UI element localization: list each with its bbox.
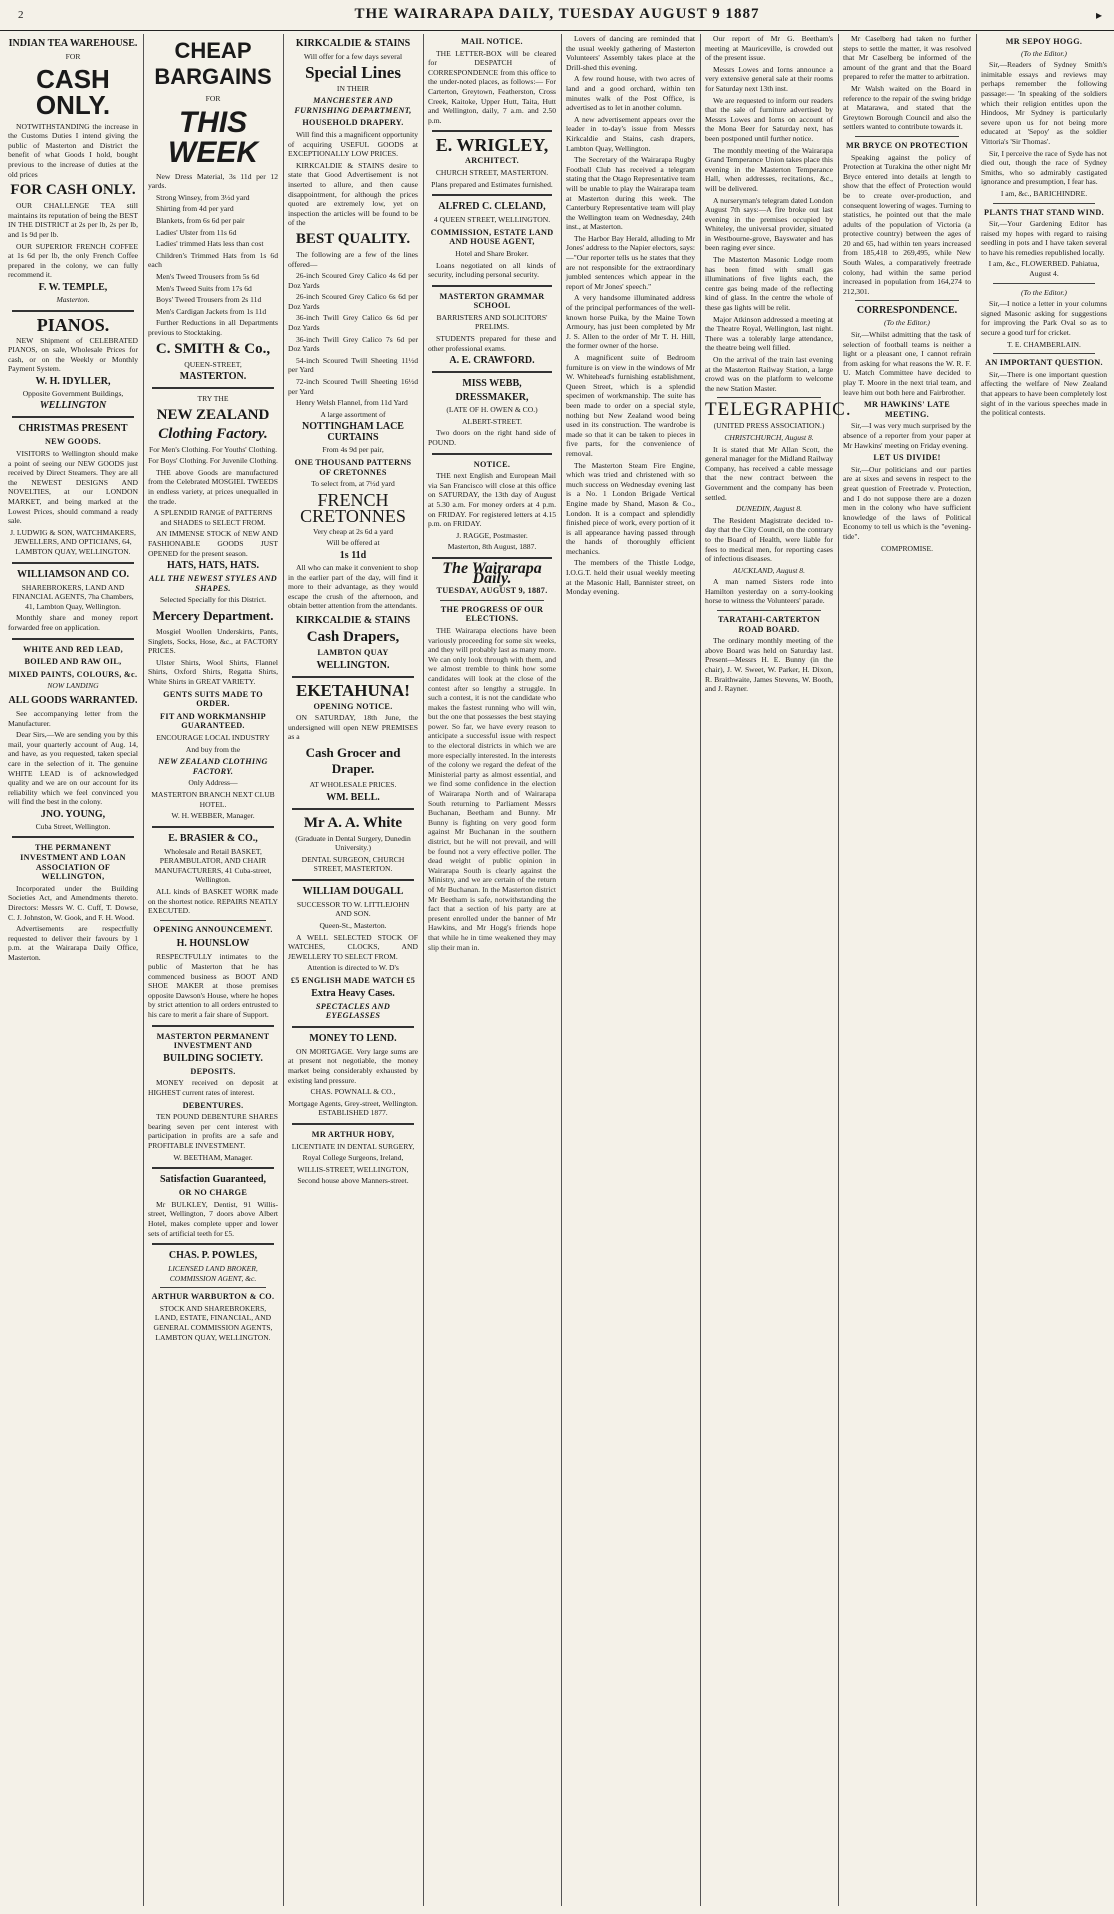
ad-heading: KIRKCALDIE & STAINS xyxy=(295,614,411,626)
ad-body: LICENSED LAND BROKER, COMMISSION AGENT, &c. xyxy=(168,1264,258,1283)
notice-body: THE next English and European Mail via San Francisco will close at this office on SATURDAY, the 13th day of August at 5.30 a.m. For money orders at 4 p.m. on FRIDAY. For registered letters at 4.15 p.m. on FRIDAY. xyxy=(428,471,556,529)
article-body: Speaking against the policy of Protection at Turakina the other night Mr Bryce entered into details at length to show that the effect of Protection would be to create over-production, and consequent lowering of wages. Turning to statistics, he pointed out that the male adults of the population of Victoria (a protective country) between the ages of 20 and 65, had within ten years increased from 185,418 to 269,495, while New South Wales, a comparatively freetrade colony, had within the same period increased in population from 164,274 to 212,301. xyxy=(843,152,971,296)
divider xyxy=(993,203,1095,204)
ad-body: Two doors on the right hand side of POUND. xyxy=(428,428,556,448)
ad-heading: CHAS. P. POWLES, xyxy=(168,1250,258,1262)
ad-heading: CHRISTMAS PRESENT xyxy=(18,423,128,435)
ad-display: 1s 11d xyxy=(339,549,367,561)
ad-display: MASTERTON. xyxy=(179,371,247,383)
ad-text: And buy from the xyxy=(185,744,241,754)
masthead-mark: ▸ xyxy=(1095,8,1102,22)
ad-body: The following are a few of the lines offered— xyxy=(288,249,418,269)
divider xyxy=(152,1167,274,1169)
page-number: 2 xyxy=(18,9,24,21)
price-list-item: 26-inch Scoured Grey Calico 4s 6d per Doz Yards xyxy=(288,271,418,290)
ad-text: BARRISTERS AND SOLICITORS' PRELIMS. xyxy=(436,312,548,332)
letter-body: Sir,—There is one important question affecting the welfare of New Zealand that appears to have been completely lost sight of in the various speeches made in the political contests. xyxy=(981,369,1107,418)
ad-signature: W. H. IDYLLER, xyxy=(35,375,111,387)
ad-body: Loans negotiated on all kinds of security, including personal security. xyxy=(428,260,556,280)
ad-body: Monthly share and money report forwarded free on application. xyxy=(8,613,138,632)
ad-text: Very cheap at 2s 6d a yard xyxy=(312,526,394,536)
price-list-item: Shirting from 4d per yard xyxy=(156,204,234,214)
ad-text: Opposite Government Buildings, xyxy=(22,388,124,398)
ad-display: NEW ZEALAND xyxy=(156,406,270,423)
ad-body: ON MORTGAGE. Very large sums are at present not negotiable, the money market being considerably exhausted by existing land pressure. xyxy=(288,1046,418,1085)
ad-text: (LATE OF H. OWEN & CO.) xyxy=(446,405,538,415)
ad-display: Special Lines xyxy=(305,62,401,82)
ad-subheading: ALL THE NEWEST STYLES AND SHAPES. xyxy=(149,574,277,593)
ad-body: VISITORS to Wellington should make a point of seeing our NEW GOODS just received by Direct Steamers. They are all the NEWEST DESIGNS AND NOVELTIES, at our LONDON MARKET, and being marked at the Lowest Prices, should command a ready sale. xyxy=(8,449,138,526)
article-heading: PLANTS THAT STAND WIND. xyxy=(984,207,1104,217)
divider xyxy=(432,453,552,455)
price-list-item: Strong Winsey, from 3½d yard xyxy=(156,192,250,202)
ad-body: OUR CHALLENGE TEA still maintains its reputation of being the BEST IN THE DISTRICT at 2s per lb, 2s per lb, and 1s 9d per lb. xyxy=(8,201,138,239)
ad-subheading: OPENING ANNOUNCEMENT. xyxy=(153,924,273,934)
ad-place: Masterton. xyxy=(56,294,90,304)
ad-display: WELLINGTON. xyxy=(316,659,390,671)
ad-display: Mercery Department. xyxy=(152,608,274,623)
ad-display: WELLINGTON xyxy=(39,400,107,412)
ad-text: ALBERT-STREET. xyxy=(461,416,523,426)
column-8 xyxy=(981,34,1107,1906)
ad-signature: F. W. TEMPLE, xyxy=(38,281,108,293)
ad-subheading: £5 ENGLISH MADE WATCH £5 xyxy=(290,976,416,986)
ad-heading: ALFRED C. CLELAND, xyxy=(438,201,546,213)
section-heading: CORRESPONDENCE. xyxy=(856,305,958,317)
ad-text: Hotel and Share Broker. xyxy=(455,248,529,258)
ad-subheading: MASTERTON PERMANENT INVESTMENT AND xyxy=(156,1031,270,1051)
news-item: The ordinary monthly meeting of the above Board was held on Saturday last. Present—Messrs H. E. Bunny (in the chair), J. W. Sweet, W. Parker, H. Dixon, R. Braithwaite, James Stevens, W. Booth, and J. Rayner. xyxy=(705,636,833,694)
ad-subheading: NEW GOODS. xyxy=(44,437,102,447)
divider xyxy=(432,194,552,196)
ad-display: THIS WEEK xyxy=(168,105,258,169)
ad-display: Satisfaction Guaranteed, xyxy=(159,1174,267,1186)
ad-subheading: WHITE AND RED LEAD, xyxy=(23,644,123,654)
notice-heading: NOTICE. xyxy=(473,459,511,469)
article-body: THE Wairarapa elections have been variously proceeding for some six weeks, and they will probably last as many more. We can only look through with them, and we almost tremble to think how some candidates will look at the close of the contest after so lengthy a struggle. In such a contest, it is not the candidate who makes the fastest running who will win, but the one that possesses the best staying power. So far, we have every reason to anticipate a successful issue with respect to the electoral districts in which we are more especially interested. In the interests of the colony we regard the defeat of the Ministerial party as almost essential, and we find some confidence in the election of Wairarapa North and of Wairarapa South returning to Parliament Messrs Buchanan, Beetham and Bunny. Mr Bunny is fighting on very good form against Mr Buchanan in the southern district, but he will not prevail, and will be found not a very effective poller. The dead weight of public opinion in Wairarapa South is clearly against the Ministry, and we are certain of the return of Mr Buchanan. In the Masterton district Mr Beetham is safe, notwithstanding the fact that a section of his party are at present enrolled under the banner of Mr Hawkins, and Mr Hogg's friends hope that while he in time weakened they may slip their man in. xyxy=(428,625,556,952)
ad-body: Advertisements are respectfully requested to deliver their favours by 1 p.m. at the Wairarapa Daily Office, Masterton. xyxy=(8,924,138,962)
column-rule xyxy=(976,34,977,1906)
ad-heading: MISS WEBB, xyxy=(462,378,522,390)
ad-subheading: ARCHITECT. xyxy=(464,156,520,166)
news-item: Messrs Lowes and Iorns announce a very extensive general sale at their rooms for Saturday next 13th inst. xyxy=(705,64,833,93)
divider xyxy=(292,808,414,810)
masthead xyxy=(0,0,1114,31)
notice-date: Masterton, 8th August, 1887. xyxy=(447,542,537,552)
ad-body: STOCK AND SHAREBROKERS, LAND, ESTATE, FINANCIAL, AND GENERAL COMMISSION AGENTS, LAMBTON QUAY, WELLINGTON. xyxy=(153,1303,273,1342)
news-item: A few round house, with two acres of land and a good orchard, within ten minutes walk of the Post Office, is advertised as to let in another column. xyxy=(566,74,695,113)
ad-body: OUR SUPERIOR FRENCH COFFEE at 1s 6d per lb, the only French Coffee prepared in the colony, we can fully recommend it. xyxy=(8,241,138,280)
news-item: The Resident Magistrate decided to-day that the City Council, on the contrary to the Board of Health, were liable for fees to medical men, for reporting cases of infectious diseases. xyxy=(705,515,833,564)
letter-body: Sir, I perceive the race of Syde has not died out, though the race of Sydney Smiths, who so admirably castigated ignorance and presumption, I fear has. xyxy=(981,148,1107,187)
ad-body: THE above Goods are manufactured from the Celebrated MOSGIEL TWEEDS in endless variety, at prices unequalled in the trade. xyxy=(148,467,278,506)
ad-subheading: OPENING NOTICE. xyxy=(313,701,393,711)
notice-body: THE LETTER-BOX will be cleared for DESPATCH of CORRESPONDENCE from this office to the under-noted places, as follows:— For Carterton, Greytown, Featherston, Cross Creek, Kaitoke, Upper Hutt, Taita, Hutt and Wellington, daily, 7 a.m. and 2.50 p.m. xyxy=(428,48,556,125)
ad-body: NEW Shipment of CELEBRATED PIANOS, on sale, Wholesale Prices for cash, or on the Weekly or Monthly Payment System. xyxy=(8,335,138,374)
ad-text: MASTERTON BRANCH NEXT CLUB HOTEL. xyxy=(151,789,275,809)
price-list-item: Men's Tweed Trousers from 5s 6d xyxy=(156,271,260,281)
news-item: A magnificent suite of Bedroom furniture is on view in the windows of Mr W. Whitehead's furnishing establishment, Queen Street, which is a splendid specimen of workmanship. The suite has been made to order on a special style, nothing but New Zealand wood being used in its construction. The wardrobe is made so that it can be taken to pieces in five parts, for the convenience of removal. xyxy=(566,353,695,458)
letter-body: Sir,—Whilst admitting that the task of selection of football teams is neither a light or a pleasant one, I cannot refrain from asking for what reasons the W. R. F. U. Match Committee have decided to play T. Moore in the next trial team, and leave him out both here and Fairbrother. xyxy=(843,330,971,397)
ad-text: For Boys' Clothing. For Juvenile Clothing. xyxy=(148,456,278,466)
notice-heading: MAIL NOTICE. xyxy=(461,37,523,46)
letter-body: Sir,—I notice a letter in your columns signed Masonic asking for suggestions for improving the Park Oval so as to secure a good turf for cricket. xyxy=(981,299,1107,338)
ad-body: AN IMMENSE STOCK of NEW AND FASHIONABLE GOODS JUST OPENED for the present season. xyxy=(148,529,278,558)
column-6 xyxy=(705,34,852,1906)
ad-heading: ALL GOODS WARRANTED. xyxy=(8,694,138,706)
ad-text: For Men's Clothing. For Youths' Clothing. xyxy=(148,444,278,454)
news-item: Mr Caselberg had taken no further steps to settle the matter, it was resolved that Mr Caselberg be informed of the amount of the grant and that the Board prepared to refer the matter to arbitration. xyxy=(843,34,971,82)
ad-body: ON SATURDAY, 18th June, the undersigned will open NEW PREMISES as a xyxy=(288,713,418,742)
section-subheading: (To the Editor.) xyxy=(1021,287,1067,297)
news-item: Our report of Mr G. Beetham's meeting at Mauriceville, is crowded out of the present issue. xyxy=(705,34,833,63)
divider xyxy=(12,638,134,640)
news-item: A man named Sisters rode into Hamilton yesterday on a sorry-looking horse to witness the Volunteers' parade. xyxy=(705,577,833,606)
ad-body: Will find this a magnificent opportunity of acquiring USEFUL GOODS at EXCEPTIONALLY LOW PRICES. xyxy=(288,129,418,159)
news-item: The monthly meeting of the Wairarapa Grand Temperance Union takes place this evening in the Masterton Temperance Hall, when addresses, recitations, &c., will be delivered. xyxy=(705,145,833,193)
ad-display: Clothing Factory. xyxy=(158,425,268,442)
ad-text: Only Address— xyxy=(188,778,238,788)
ad-body: Mr BULKLEY, Dentist, 91 Willis-street, Wellington, 7 doors above Albert Hotel, makes complete upper and lower sets of artificial teeth for £5. xyxy=(148,1199,278,1238)
price-list-item: 72-inch Scoured Twill Sheeting 16½d per Yard xyxy=(288,377,418,396)
ad-display: Cash Drapers, xyxy=(306,628,400,645)
column-rule xyxy=(700,34,701,1906)
news-item: The Masterton Steam Fire Engine, which was tried and christened with so much success on Wednesday evening last is a No. 1 London Brigade Vertical Engine made by Shand, Mason & Co., London. It is a compact and splendidly finished piece of work, every portion of it is all appearance having passed through the hands of thoroughly efficient mechanics. xyxy=(566,460,695,556)
ad-heading: E. BRASIER & CO., xyxy=(168,832,258,844)
price-list-item: Men's Cardigan Jackets from 1s 11d xyxy=(156,306,267,316)
ad-subheading: FIT AND WORKMANSHIP GUARANTEED. xyxy=(160,711,266,731)
ad-display: FOR CASH ONLY. xyxy=(10,182,136,199)
section-subheading: (UNITED PRESS ASSOCIATION.) xyxy=(713,421,825,431)
divider xyxy=(292,1026,414,1028)
ad-text: Selected Specially for this District. xyxy=(159,595,267,605)
ad-body: KIRKCALDIE & STAINS desire to state that Good Advertisement is not inserted to allure, and then cause disappointment, for although the prices quoted are extremely low, yet on inspection the articles will be found to be of the xyxy=(288,160,418,228)
letter-body: Sir,—Your Gardening Editor has raised my hopes with regard to raising seedling in pots and I have taken several to have his remedies republished locally. xyxy=(981,219,1107,257)
ad-text: Attention is directed to W. D's xyxy=(307,963,399,973)
ad-text: QUEEN-STREET, xyxy=(184,359,242,369)
ad-text: Plans prepared and Estimates furnished. xyxy=(431,179,553,189)
ad-body: Incorporated under the Building Societies Act, and Amendments thereto. Directors: Messrs W. C. Cuff, T. Dowse, C. J. Johnston, W. Gook, and F. H. Wood. xyxy=(8,883,138,922)
ad-heading: INDIAN TEA WAREHOUSE. xyxy=(8,38,138,49)
divider xyxy=(432,371,552,373)
ad-signature: W. BEETHAM, Manager. xyxy=(173,1152,253,1162)
article-heading: MR HAWKINS' LATE MEETING. xyxy=(863,400,951,419)
ad-body: Mosgiel Woollen Underskirts, Pants, Singlets, Socks, Hose, &c., at FACTORY PRICES. xyxy=(148,627,278,656)
divider xyxy=(152,1025,274,1027)
divider xyxy=(292,1123,414,1125)
article-heading: THE PROGRESS OF OUR ELECTIONS. xyxy=(440,604,544,624)
price-list-item: Men's Tweed Suits from 17s 6d xyxy=(156,283,252,293)
ad-subheading: DEPOSITS. xyxy=(190,1066,236,1076)
ad-subheading: ARTHUR WARBURTON & CO. xyxy=(151,1292,275,1302)
ad-subheading: NEW ZEALAND CLOTHING FACTORY. xyxy=(158,757,268,776)
ad-body: Wholesale and Retail BASKET, PERAMBULATOR, AND CHAIR MANUFACTURERS, 41 Cuba-street, Wellington. xyxy=(154,846,272,885)
ad-display: BEST QUALITY. xyxy=(295,230,411,247)
price-list-item: Ladies' Ulster from 11s 6d xyxy=(156,227,237,237)
divider xyxy=(160,920,266,921)
ad-text: DENTAL SURGEON, CHURCH STREET, MASTERTON. xyxy=(301,854,405,874)
ad-text: (Graduate in Dental Surgery, Dunedin University.) xyxy=(295,833,411,853)
divider xyxy=(12,562,134,564)
divider xyxy=(12,310,134,312)
ad-text: IN THEIR xyxy=(336,83,370,93)
letter-signature: I am, &c., BARICHINDRE. xyxy=(1000,188,1088,198)
ad-text: To select from, at 7½d yard xyxy=(311,479,395,489)
divider xyxy=(855,300,959,301)
ad-text: TRY THE xyxy=(197,394,229,404)
ad-signature: WM. BELL. xyxy=(326,791,380,803)
ad-text: A large assortment of xyxy=(320,409,386,419)
news-item: On the arrival of the train last evening at the Masterton Railway Station, a large crowd was on the platform to welcome the new Station Master. xyxy=(705,355,833,393)
section-subheading: (To the Editor.) xyxy=(884,318,930,328)
price-list-item: Blankets, from 6s 6d per pair xyxy=(156,215,245,225)
divider xyxy=(440,600,544,601)
letter-body: Sir,—Our politicians and our parties are at sixes and sevens in respect to the great question of Freetrade v. Protection, and I do not suppose there are a dozen men in the colony who have sufficient knowledge of the laws of Political Economy to tell us which is the "evening-tide". xyxy=(843,464,971,541)
price-list-item: 36-inch Twill Grey Calico 7s 6d per Doz Yards xyxy=(288,334,418,354)
ad-display: HATS, HATS, HATS. xyxy=(167,560,259,572)
masthead-title: THE WAIRARAPA DAILY, TUESDAY AUGUST 9 1887 xyxy=(354,6,760,22)
article-heading: MR BRYCE ON PROTECTION xyxy=(845,140,969,150)
divider xyxy=(12,836,134,838)
ad-body: Ulster Shirts, Wool Shirts, Flannel Shirts, Oxford Shirts, Regatta Shirts, White Shirts in GREAT VARIETY. xyxy=(148,657,278,686)
ad-text: Will offer for a few days several xyxy=(303,52,403,61)
ad-text: Will be offered at xyxy=(326,538,380,548)
column-4 xyxy=(428,34,556,1906)
news-item: A nurseryman's telegram dated London August 7th says:—A fire broke out last evening in the premises occupied by Whiteley, the universal provider, situated in Westbourne-grove, Bayswater and has been raging ever since. xyxy=(705,195,833,253)
ad-body: See accompanying letter from the Manufacturer. xyxy=(8,708,138,728)
ad-text: Royal College Surgeons, Ireland, xyxy=(302,1153,404,1163)
letter-signature: COMPROMISE. xyxy=(880,543,934,553)
price-list xyxy=(288,271,418,408)
article-heading: TARATAHI-CARTERTON ROAD BOARD. xyxy=(717,615,821,634)
ad-signature: W. H. WEBBER, Manager. xyxy=(171,811,255,821)
ad-display: Extra Heavy Cases. xyxy=(311,987,395,999)
column-rule xyxy=(143,34,144,1906)
ad-text: CHURCH STREET, MASTERTON. xyxy=(435,167,549,177)
ad-body: TEN POUND DEBENTURE SHARES bearing seven per cent interest with participation in profits are a safe and PROFITABLE INVESTMENT. xyxy=(148,1112,278,1150)
ad-subheading: COMMISSION, ESTATE LAND AND HOUSE AGENT, xyxy=(430,227,554,247)
divider xyxy=(160,1287,266,1288)
news-item: It is stated that Mr Allan Scott, the general manager for the Midland Railway Company, has received a cable message that the new contract between the Government and the company has been settled. xyxy=(705,444,833,502)
divider xyxy=(152,1243,274,1245)
ad-subheading: OR NO CHARGE xyxy=(178,1188,248,1198)
ad-subheading: ONE THOUSAND PATTERNS OF CRETONNES xyxy=(294,458,412,477)
ad-signature: CHAS. POWNALL & CO., xyxy=(310,1087,396,1097)
letter-signature: I am, &c., FLOWERBED. Pahiatua, August 4. xyxy=(988,259,1100,279)
divider xyxy=(993,283,1095,284)
column-rule xyxy=(838,34,839,1906)
ad-text: WILLIS-STREET, WELLINGTON, xyxy=(297,1164,409,1174)
ad-body: Further Reductions in all Departments previous to Stocktaking. xyxy=(148,318,278,337)
ad-heading: H. HOUNSLOW xyxy=(176,938,250,950)
ad-text: FOR xyxy=(205,94,221,103)
divider xyxy=(12,416,134,418)
ad-text: SUCCESSOR TO W. LITTLEJOHN AND SON. xyxy=(296,899,410,919)
ad-signature: C. SMITH & Co., xyxy=(155,340,271,357)
divider xyxy=(717,397,821,398)
news-item: The Masterton Masonic Lodge room has been fitted with small gas illuminations of five lights each, the centre gas being made of the reflecting kind of glass. In the centre the whole of these gas lights will be relit. xyxy=(705,255,833,313)
news-item: We are requested to inform our readers that the sale of furniture advertised by Messrs Lowes and Iorns on account of the Mona Beer for Saturday next, has been postponed until further notice. xyxy=(705,95,833,143)
ad-text: NOW LANDING xyxy=(47,681,99,691)
ad-body: NOTWITHSTANDING the increase in the Customs Duties I intend giving the public of Masterton and District the benefit of what Goods I hold, bought previous to the increase of duties at the old prices xyxy=(8,121,138,179)
paper-masthead: The Wairarapa Daily. xyxy=(442,559,542,587)
ad-body: ALL kinds of BASKET WORK made on the shortest notice. REPAIRS NEATLY EXECUTED. xyxy=(148,887,278,916)
news-item: The members of the Thistle Lodge, I.O.G.T. held their usual weekly meeting at the Masonic Hall, Bannister street, on Monday evening. xyxy=(566,558,695,597)
ad-text: Queen-St., Masterton. xyxy=(319,921,387,931)
price-list xyxy=(148,172,278,317)
section-subheading: (To the Editor.) xyxy=(1021,48,1067,58)
ad-text: FOR xyxy=(65,52,81,61)
ad-body: Dear Sirs,—We are sending you by this mail, your quarterly account of Aug. 14, and have, as you requested, taken special care in the selection of it. The genuine WHITE LEAD is of acknowledged quality and we are on our account for its reliability which we feel convinced you will find the best in the colony. xyxy=(8,730,138,807)
section-heading: TELEGRAPHIC. xyxy=(705,399,852,421)
ad-signature: A. E. CRAWFORD. xyxy=(449,355,535,367)
ad-heading: WILLIAMSON AND CO. xyxy=(17,568,129,580)
ad-display: PIANOS. xyxy=(36,314,110,335)
news-item: The Secretary of the Wairarapa Rugby Football Club has received a telegram stating that the Otago Representative team will be unable to play the Wairarapa team at Masterton during this week. The Canterbury Representative team will play the Wellington team on Wednesday, 24th inst., at Masterton. xyxy=(566,155,695,232)
notice-signature: J. RAGGE, Postmaster. xyxy=(456,530,528,540)
ad-text: Second house above Manners-street. xyxy=(297,1176,409,1186)
ad-body: STUDENTS prepared for these and other professional exams. xyxy=(428,334,556,353)
ad-body: A SPLENDID RANGE of PATTERNS and SHADES to SELECT FROM. xyxy=(153,508,273,527)
ad-subheading: MASTERTON GRAMMAR SCHOOL xyxy=(439,291,545,311)
divider xyxy=(717,610,821,611)
ad-subheading: BOILED AND RAW OIL, xyxy=(24,657,122,667)
divider xyxy=(292,676,414,678)
divider xyxy=(993,353,1095,354)
divider xyxy=(152,387,274,389)
dateline: DUNEDIN, August 8. xyxy=(735,504,803,514)
ad-text: Cuba Street, Wellington. xyxy=(35,821,111,831)
price-list-item: 36-inch Twill Grey Calico 6s 6d per Doz Yards xyxy=(288,313,418,333)
news-item: A very handsome illuminated address of the principal performances of the well-known horse Puika, by the Maine Town Armoury, has just been completed by Mr J. S. Allen to the order of Mr T. H. Hill, the former owner of the horse. xyxy=(566,293,695,351)
ad-signature: J. LUDWIG & SON, WATCHMAKERS, JEWELLERS, AND OPTICIANS, 64, LAMBTON QUAY, WELLINGTON. xyxy=(10,527,136,556)
ad-heading: KIRKCALDIE & STAINS xyxy=(295,38,411,49)
column-rule xyxy=(561,34,562,1906)
price-list-item: Ladies' trimmed Hats less than cost xyxy=(156,239,264,249)
ad-signature: JNO. YOUNG, xyxy=(40,808,106,820)
column-7 xyxy=(843,34,971,1906)
news-item: Lovers of dancing are reminded that the usual weekly gathering of Masterton Volunteers' Assembly takes place at the Drill-shed this evening. xyxy=(566,34,695,72)
ad-text: AT WHOLESALE PRICES. xyxy=(309,779,397,789)
dateline: CHRISTCHURCH, August 8. xyxy=(724,432,814,442)
column-rule xyxy=(283,34,284,1906)
column-2 xyxy=(148,34,278,1906)
ad-text: ENCOURAGE LOCAL INDUSTRY xyxy=(156,732,270,742)
ad-subheading: THE PERMANENT INVESTMENT AND LOAN ASSOCIATION OF WELLINGTON, xyxy=(20,843,126,882)
ad-text: From 4s 9d per pair, xyxy=(322,445,384,455)
ad-subheading: MANCHESTER AND FURNISHING DEPARTMENT, xyxy=(294,96,412,115)
ad-text: Mortgage Agents, Grey-street, Wellington. ESTABLISHED 1877. xyxy=(288,1098,418,1118)
dateline: AUCKLAND, August 8. xyxy=(732,565,805,575)
ad-subheading: MIXED PAINTS, COLOURS, &c. xyxy=(8,669,138,679)
ad-text: 4 QUEEN STREET, WELLINGTON. xyxy=(433,215,551,225)
ad-display: Cash Grocer and Draper. xyxy=(305,744,401,776)
ad-body: MONEY received on deposit at HIGHEST current rates of interest. xyxy=(148,1078,278,1097)
article-heading: LET US DIVIDE! xyxy=(873,453,941,463)
divider xyxy=(855,136,959,137)
ad-subheading: GENTS SUITS MADE TO ORDER. xyxy=(163,689,263,709)
price-list-item: Boys' Tweed Trousers from 2s 11d xyxy=(156,295,262,305)
divider xyxy=(152,826,274,828)
news-item: A new advertisement appears over the leader in to-day's issue from Messrs Kirkcaldie and Stains, cash drapers, Lambton Quay, Wellington. xyxy=(566,114,695,153)
divider xyxy=(292,879,414,881)
ad-subheading: LAMBTON QUAY xyxy=(317,647,389,657)
letter-body: Sir,—Readers of Sydney Smith's inimitable essays and reviews may perhaps remember the following passage:— 'In speaking of the soldiers which their religion entitles upon the Hindoos, Mr Sydney is particularly severe upon us for not being more educated at 'Sepoy' as the soldier Vittoria's 'Sir Thomas'. xyxy=(981,60,1107,146)
column-rule xyxy=(423,34,424,1906)
ad-body: RESPECTFULLY intimates to the public of Masterton that he has commenced business as BOOT AND SHOE MAKER at those premises opposite Dawson's House, where he hopes by strict attention to all orders entrusted to his care to merit a fair share of Support. xyxy=(148,952,278,1019)
ad-subheading: MR ARTHUR HOBY, xyxy=(311,1129,395,1139)
ad-heading: MONEY TO LEND. xyxy=(309,1032,397,1044)
ad-subheading: SPECTACLES AND EYEGLASSES xyxy=(315,1001,391,1021)
price-list-item: 26-inch Scoured Grey Calico 6s 6d per Doz Yards xyxy=(288,292,418,311)
news-item: Mr Walsh waited on the Board in reference to the repair of the swing bridge at Matarawa, and stated that the Greytown Borough Council and also the settlers wanted to contribute towards it. xyxy=(843,83,971,132)
divider xyxy=(432,285,552,287)
column-5 xyxy=(566,34,695,1906)
ad-display: CHEAP BARGAINS xyxy=(154,38,272,89)
news-item: Major Atkinson addressed a meeting at the Theatre Royal, Wellington, last night. There was a tolerably large attendance, the theatre being well filled. xyxy=(705,314,833,353)
article-heading: AN IMPORTANT QUESTION. xyxy=(985,358,1103,368)
ad-subheading: HOUSEHOLD DRAPERY. xyxy=(302,118,404,128)
price-list-item: Children's Trimmed Hats from 1s 6d each xyxy=(148,250,278,270)
ad-subheading: DEBENTURES. xyxy=(182,1100,244,1110)
ad-display: FRENCH CRETONNES xyxy=(300,489,406,526)
column-1 xyxy=(8,34,138,1906)
ad-display: CASH ONLY. xyxy=(35,63,111,120)
price-list-item: 54-inch Scoured Twill Sheeting 11½d per Yard xyxy=(288,355,418,375)
ad-display: EKETAHUNA! xyxy=(296,680,410,700)
ad-display: BUILDING SOCIETY. xyxy=(163,1052,263,1064)
column-3 xyxy=(288,34,418,1906)
news-item: The Harbor Bay Herald, alluding to Mr Jones' address to the Napier electors, says:—"Our reporter tells us he states that they are not responsible for the extraordinary jumbled sentences which appear in the report of Mr Jones' speech." xyxy=(566,233,695,291)
ad-text: LICENTIATE IN DENTAL SURGERY, xyxy=(291,1141,415,1151)
paper-date: TUESDAY, AUGUST 9, 1887. xyxy=(436,586,548,596)
ad-body: SHAREBROKERS, LAND AND FINANCIAL AGENTS, 7ha Chambers, 41, Lambton Quay, Wellington. xyxy=(12,582,134,611)
ad-body: A WELL SELECTED STOCK OF WATCHES, CLOCKS, AND JEWELLERY TO SELECT FROM. xyxy=(288,932,418,961)
article-heading: MR SEPOY HOGG. xyxy=(1005,37,1083,46)
ad-display: Mr A. A. White xyxy=(303,814,403,831)
ad-heading: WILLIAM DOUGALL xyxy=(302,885,404,897)
ad-display: E. WRIGLEY, xyxy=(435,135,549,156)
divider xyxy=(432,557,552,559)
letter-body: Sir,—I was very much surprised by the absence of a reporter from your paper at Mr Hawkins' meeting on Friday evening. xyxy=(843,421,971,450)
divider xyxy=(432,130,552,132)
ad-body: All who can make it convenient to shop in the earlier part of the day, will find it more to their advantage, as they would escape the crush of the afternoon, and obtain better attention from the attendants. xyxy=(288,562,418,611)
price-list-item: New Dress Material, 3s 11d per 12 yards. xyxy=(148,171,278,191)
letter-signature: T. E. CHAMBERLAIN. xyxy=(1007,339,1081,349)
ad-display: DRESSMAKER, xyxy=(455,392,529,404)
ad-display: NOTTINGHAM LACE CURTAINS xyxy=(302,421,404,444)
price-list-item: Henry Welsh Flannel, from 11d Yard xyxy=(296,398,408,408)
